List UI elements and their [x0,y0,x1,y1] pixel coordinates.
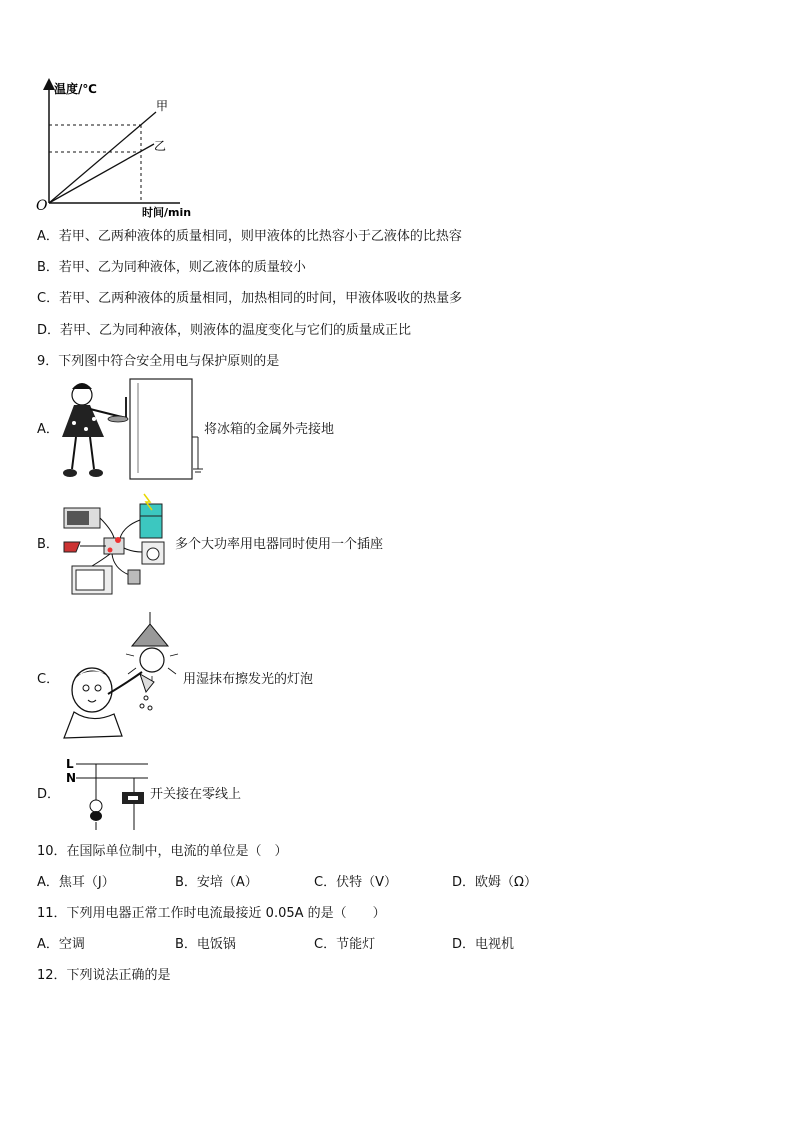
q11-choice-d: D．电视机 [452,937,515,952]
line-jia [49,112,156,203]
fridge-grounding-illustration [60,377,202,481]
graph-ylabel: 温度/℃ [54,82,97,96]
circuit-L: L [66,757,74,771]
switch-on-neutral-circuit [64,756,150,832]
q9-option-c-label: C． [37,672,60,687]
q9-option-a-label: A． [37,422,59,437]
q12-stem: 12．下列说法正确的是 [37,968,171,983]
q11-choice-c: C．节能灯 [314,937,376,952]
q10-choice-c: C．伏特（V） [314,875,397,890]
q8-option-b: B．若甲、乙为同种液体，则乙液体的质量较小 [37,260,306,275]
q9-option-a-caption: 将冰箱的金属外壳接地 [204,422,335,437]
overloaded-socket-illustration [62,490,174,600]
q8-option-d: D．若甲、乙为同种液体，则液体的温度变化与它们的质量成正比 [37,323,412,338]
q8-option-c: C．若甲、乙两种液体的质量相同，加热相同的时间，甲液体吸收的热量多 [37,291,463,306]
q9-option-d-label: D． [37,787,61,802]
temperature-time-graph [30,78,210,223]
label-jia: 甲 [156,99,169,113]
q9-stem: 9．下列图中符合安全用电与保护原则的是 [37,354,280,369]
label-yi: 乙 [154,139,167,153]
circuit-N: N [66,771,77,785]
q9-option-c-caption: 用湿抹布擦发光的灯泡 [183,672,314,687]
q9-option-b-caption: 多个大功率用电器同时使用一个插座 [175,537,384,552]
q9-option-d-caption: 开关接在零线上 [150,787,242,802]
q10-stem: 10．在国际单位制中，电流的单位是（ ） [37,844,288,859]
q8-option-a: A．若甲、乙两种液体的质量相同，则甲液体的比热容小于乙液体的比热容 [37,229,462,244]
graph-xlabel: 时间/min [142,206,192,219]
graph-origin: O [36,198,48,214]
q11-choice-b: B．电饭锅 [175,937,236,952]
q11-stem: 11．下列用电器正常工作时电流最接近 0.05A 的是（ ） [37,906,386,921]
line-yi [49,144,154,203]
q9-option-b-label: B． [37,537,59,552]
q10-choice-a: A．焦耳（J） [37,875,115,890]
q10-choice-b: B．安培（A） [175,875,258,890]
q11-choice-a: A．空调 [37,937,85,952]
wet-cloth-bulb-illustration [62,612,182,742]
q10-choice-d: D．欧姆（Ω） [452,875,537,890]
